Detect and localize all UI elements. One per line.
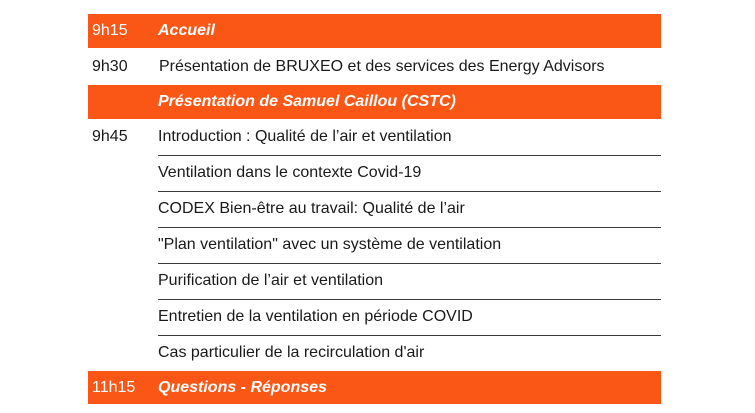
row-title: "Plan ventilation" avec un système de ventilation: [158, 227, 661, 264]
row-title: Présentation de BRUXEO et des services des Energy Advisors: [159, 57, 605, 75]
agenda-row-purification: [88, 263, 661, 299]
row-title: Purification de l’air et ventilation: [158, 263, 661, 300]
agenda-row-ventilation-covid: [88, 155, 661, 191]
agenda-row-codex: [88, 191, 661, 227]
row-title: Introduction : Qualité de l’air et ventilation: [158, 119, 661, 156]
row-title: Accueil: [158, 22, 215, 39]
agenda-row-entretien: [88, 299, 661, 335]
row-title: Cas particulier de la recirculation d'air: [158, 344, 425, 361]
row-title: Questions - Réponses: [158, 378, 327, 396]
agenda-table: [88, 14, 661, 404]
row-time: 9h45: [92, 128, 128, 145]
agenda-row-questions: [88, 371, 661, 404]
row-title: Ventilation dans le contexte Covid-19: [158, 155, 661, 192]
row-title: Entretien de la ventilation en période COVID: [158, 299, 661, 336]
agenda-row-presentation-cstc: [88, 85, 661, 119]
row-time: 11h15: [92, 378, 136, 396]
row-title: Présentation de Samuel Caillou (CSTC): [158, 93, 456, 110]
agenda-row-plan-ventilation: [88, 227, 661, 263]
agenda-row-introduction: [88, 119, 661, 155]
row-title: CODEX Bien-être au travail: Qualité de l’air: [158, 191, 661, 228]
row-time: 9h15: [92, 22, 128, 39]
row-time: 9h30: [92, 57, 128, 75]
agenda-row-accueil: [88, 14, 661, 48]
agenda-row-recirculation: [88, 335, 661, 371]
agenda-row-presentation-bruxeo: [88, 48, 661, 85]
